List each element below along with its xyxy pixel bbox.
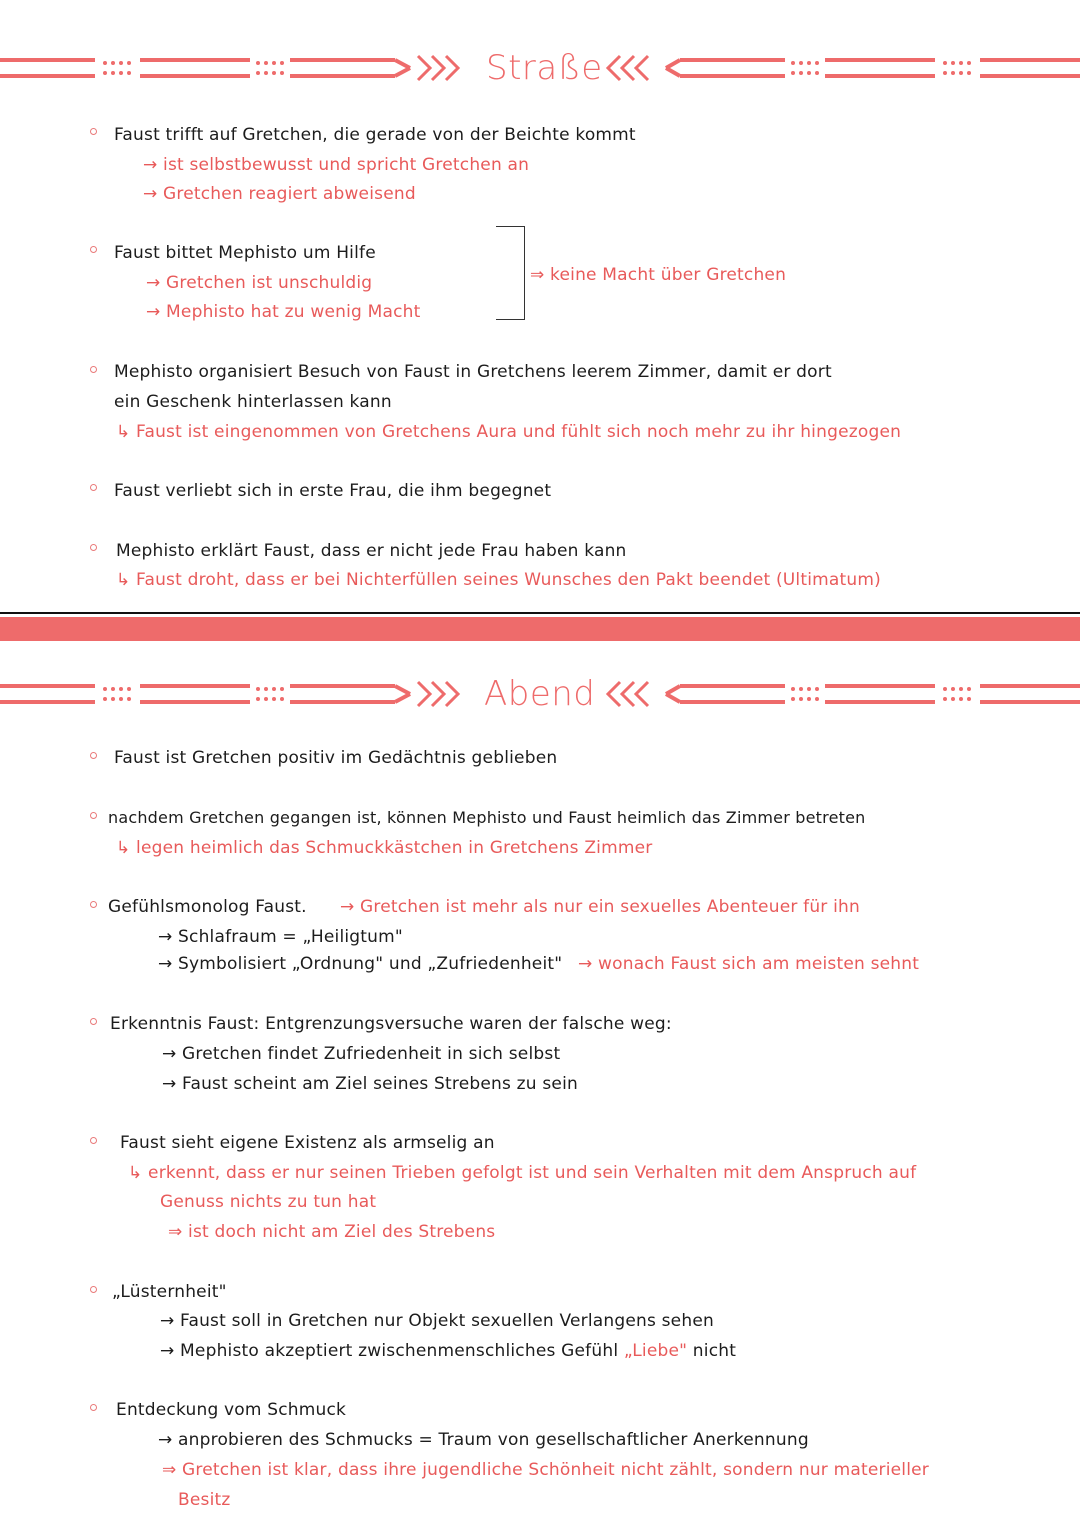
- note-sub-line: → Mephisto hat zu wenig Macht: [146, 302, 421, 322]
- note-sub-line: → Symbolisiert „Ordnung" und „Zufriedenheit": [158, 954, 563, 974]
- note-sub-line: → Gretchen reagiert abweisend: [143, 184, 416, 204]
- highlight-liebe: „Liebe": [623, 1341, 688, 1361]
- note-sub-line: ⇒ ist doch nicht am Ziel des Strebens: [168, 1222, 496, 1242]
- note-sub-line: → Gretchen findet Zufriedenheit in sich selbst: [162, 1044, 561, 1064]
- note-sub-line: → ist selbstbewusst und spricht Gretchen an: [143, 155, 530, 175]
- bullet-icon: [90, 901, 97, 908]
- bullet-icon: [90, 128, 97, 135]
- section-banner-strasse: [0, 48, 1080, 88]
- bullet-icon: [90, 246, 97, 253]
- note-line: nachdem Gretchen gegangen ist, können Mephisto und Faust heimlich das Zimmer betreten: [108, 808, 866, 827]
- bullet-icon: [90, 366, 97, 373]
- bracket-icon: [496, 226, 525, 320]
- mixed-text-after: nicht: [687, 1341, 737, 1361]
- note-sub-line: ↳ Faust ist eingenommen von Gretchens Aura und fühlt sich noch mehr zu ihr hingezogen: [116, 422, 902, 442]
- note-line: Mephisto organisiert Besuch von Faust in Gretchens leerem Zimmer, damit er dort: [114, 362, 832, 382]
- note-line: Mephisto erklärt Faust, dass er nicht jede Frau haben kann: [116, 541, 627, 561]
- bullet-icon: [90, 1137, 97, 1144]
- bullet-icon: [90, 1404, 97, 1411]
- note-line: Faust ist Gretchen positiv im Gedächtnis geblieben: [114, 748, 558, 768]
- section-title: Abend: [484, 674, 596, 714]
- note-line: Faust bittet Mephisto um Hilfe: [114, 243, 376, 263]
- note-sub-line: ↳ legen heimlich das Schmuckkästchen in Gretchens Zimmer: [116, 838, 653, 858]
- note-sub-line: ↳ Faust droht, dass er bei Nichterfüllen seines Wunsches den Pakt beendet (Ultimatum): [116, 570, 881, 590]
- note-line: Faust verliebt sich in erste Frau, die ihm begegnet: [114, 481, 552, 501]
- note-sub-line: → Gretchen ist unschuldig: [146, 273, 373, 293]
- bullet-icon: [90, 752, 97, 759]
- bullet-icon: [90, 1286, 97, 1293]
- bracket-conclusion: ⇒ keine Macht über Gretchen: [530, 265, 787, 285]
- bullet-icon: [90, 812, 97, 819]
- note-line: Erkenntnis Faust: Entgrenzungsversuche waren der falsche weg:: [110, 1014, 672, 1034]
- bullet-icon: [90, 1018, 97, 1025]
- note-line: Faust trifft auf Gretchen, die gerade von der Beichte kommt: [114, 125, 636, 145]
- note-line: Faust sieht eigene Existenz als armselig an: [120, 1133, 495, 1153]
- bullet-icon: [90, 484, 97, 491]
- note-line: ein Geschenk hinterlassen kann: [114, 392, 392, 412]
- note-sub-line: ⇒ Gretchen ist klar, dass ihre jugendliche Schönheit nicht zählt, sondern nur materieller: [162, 1460, 929, 1480]
- note-sub-line: Besitz: [178, 1490, 231, 1510]
- note-line: Gefühlsmonolog Faust.: [108, 897, 307, 917]
- bullet-icon: [90, 544, 97, 551]
- note-inline-comment: → Gretchen ist mehr als nur ein sexuelles Abenteuer für ihn: [340, 897, 860, 917]
- page-divider: [0, 617, 1080, 641]
- note-sub-line: → Faust scheint am Ziel seines Strebens zu sein: [162, 1074, 578, 1094]
- divider-line: [0, 612, 1080, 614]
- mixed-text-before: → Mephisto akzeptiert zwischenmenschliches Gefühl: [160, 1341, 624, 1361]
- note-line: „Lüsternheit": [112, 1282, 227, 1302]
- note-sub-line: ↳ erkennt, dass er nur seinen Trieben gefolgt ist und sein Verhalten mit dem Anspruch auf: [128, 1163, 917, 1183]
- note-sub-line: [160, 1340, 736, 1362]
- note-sub-line: → Faust soll in Gretchen nur Objekt sexuellen Verlangens sehen: [160, 1311, 714, 1331]
- note-inline-comment: → wonach Faust sich am meisten sehnt: [578, 954, 920, 974]
- note-sub-line: → Schlafraum = „Heiligtum": [158, 927, 403, 947]
- note-line: Entdeckung vom Schmuck: [116, 1400, 347, 1420]
- note-sub-line: Genuss nichts zu tun hat: [160, 1192, 377, 1212]
- section-banner-abend: [0, 674, 1080, 714]
- section-title: Straße: [486, 48, 603, 88]
- note-sub-line: → anprobieren des Schmucks = Traum von gesellschaftlicher Anerkennung: [158, 1430, 809, 1450]
